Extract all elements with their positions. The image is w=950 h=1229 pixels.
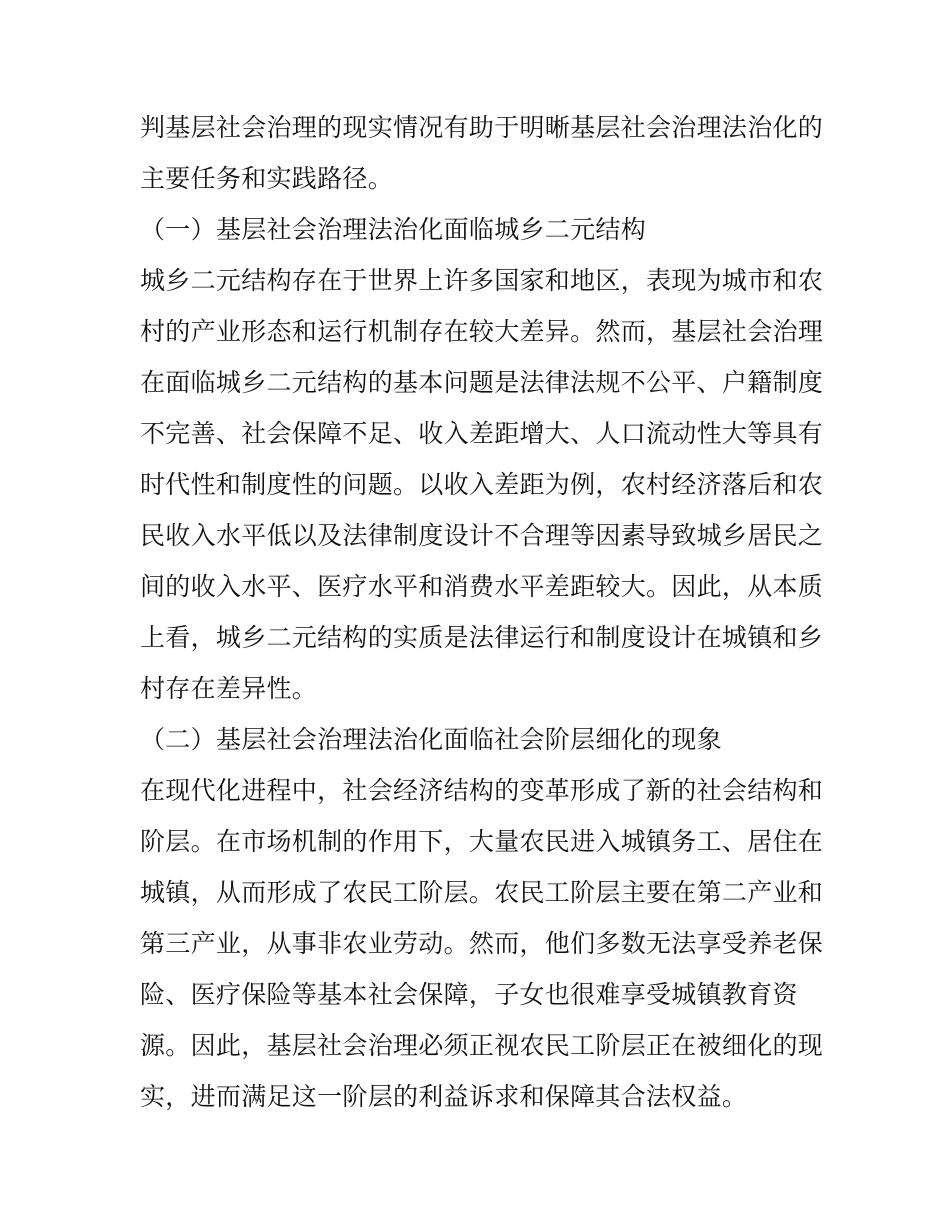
paragraph-line: 时代性和制度性的问题。以收入差距为例，农村经济落后和农 (140, 470, 824, 499)
paragraph-line: 城乡二元结构存在于世界上许多国家和地区，表现为城市和农 (140, 266, 824, 295)
paragraph-line: 村的产业形态和运行机制存在较大差异。然而，基层社会治理 (140, 317, 824, 346)
section-heading-1: （一）基层社会治理法治化面临城乡二元结构 (140, 215, 647, 244)
paragraph-line: 源。因此，基层社会治理必须正视农民工阶层正在被细化的现 (140, 1031, 824, 1060)
paragraph-line: 主要任务和实践路径。 (140, 164, 394, 193)
paragraph-line: 在现代化进程中，社会经济结构的变革形成了新的社会结构和 (140, 776, 824, 805)
section-heading-2: （二）基层社会治理法治化面临社会阶层细化的现象 (140, 725, 722, 754)
paragraph-line: 城镇，从而形成了农民工阶层。农民工阶层主要在第二产业和 (140, 878, 824, 907)
paragraph-line: 村存在差异性。 (140, 674, 318, 703)
paragraph-line: 不完善、社会保障不足、收入差距增大、人口流动性大等具有 (140, 419, 824, 448)
paragraph-line: 判基层社会治理的现实情况有助于明晰基层社会治理法治化的 (140, 113, 824, 142)
paragraph-line: 第三产业，从事非农业劳动。然而，他们多数无法享受养老保 (140, 929, 824, 958)
paragraph-line: 间的收入水平、医疗水平和消费水平差距较大。因此，从本质 (140, 572, 824, 601)
paragraph-line: 阶层。在市场机制的作用下，大量农民进入城镇务工、居住在 (140, 827, 824, 856)
paragraph-line: 上看，城乡二元结构的实质是法律运行和制度设计在城镇和乡 (140, 623, 824, 652)
paragraph-line: 实，进而满足这一阶层的利益诉求和保障其合法权益。 (140, 1082, 748, 1111)
paragraph-line: 民收入水平低以及法律制度设计不合理等因素导致城乡居民之 (140, 521, 824, 550)
paragraph-line: 险、医疗保险等基本社会保障，子女也很难享受城镇教育资 (140, 980, 798, 1009)
paragraph-line: 在面临城乡二元结构的基本问题是法律法规不公平、户籍制度 (140, 368, 824, 397)
